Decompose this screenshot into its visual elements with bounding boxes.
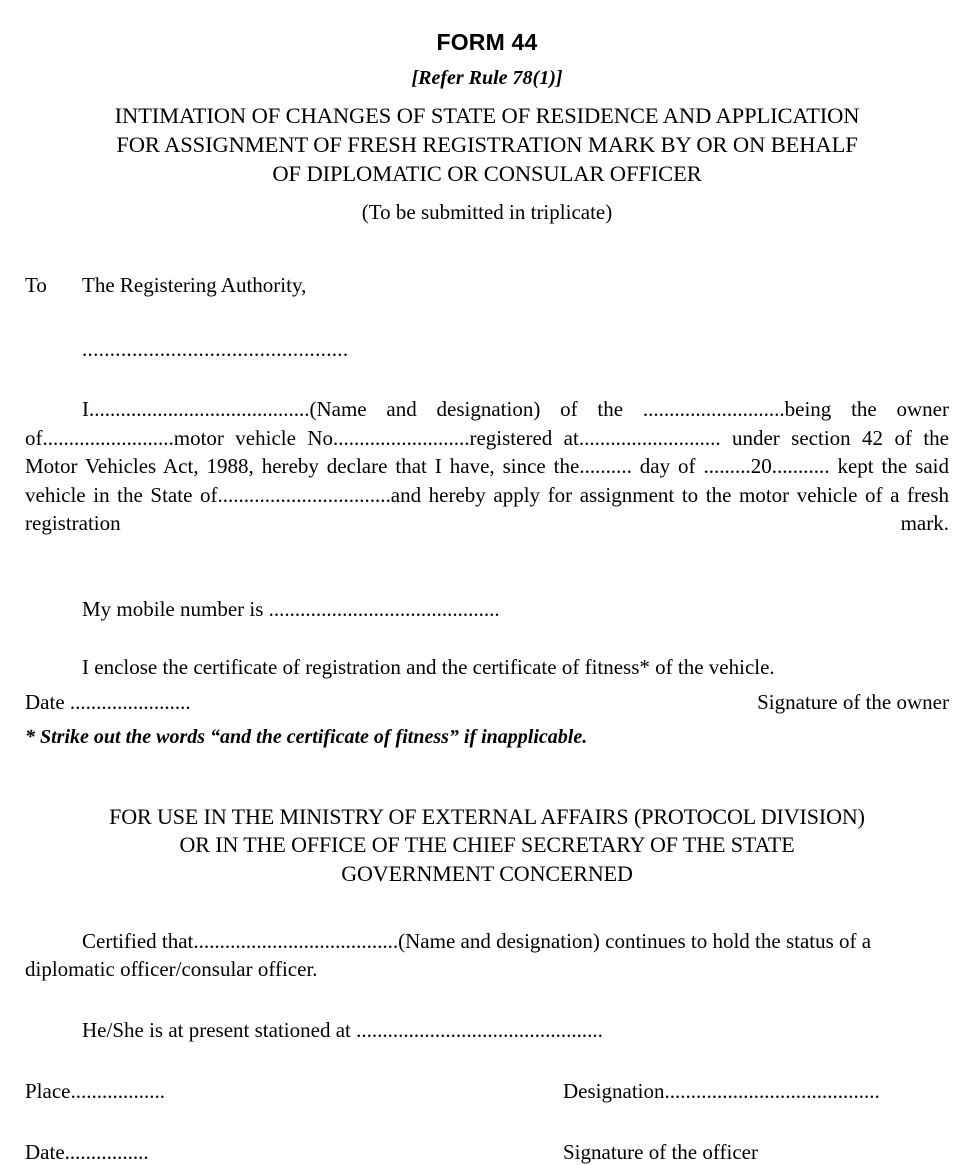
- main-heading-line-3: OF DIPLOMATIC OR CONSULAR OFFICER: [272, 160, 702, 186]
- main-heading-line-2: FOR ASSIGNMENT OF FRESH REGISTRATION MARK BY OR ON BEHALF: [116, 132, 858, 158]
- officer-date-field[interactable]: Date................: [25, 1140, 149, 1164]
- certification-paragraph[interactable]: Certified that.......................................(Name and designation) continues to hold the status of a diplomatic officer/consular officer.: [25, 928, 872, 981]
- owner-signature-row: [25, 681, 949, 715]
- enclosure-statement: I enclose the certificate of registration and the certificate of fitness* of the vehicle.: [82, 654, 775, 679]
- submission-note: (To be submitted in triplicate): [361, 199, 613, 224]
- registering-authority-label: The Registering Authority,: [82, 272, 307, 297]
- to-label: To: [25, 272, 47, 297]
- place-designation-row: [25, 1043, 949, 1104]
- ministry-heading-line-3: GOVERNMENT CONCERNED: [341, 860, 633, 886]
- ministry-heading-line-1: FOR USE IN THE MINISTRY OF EXTERNAL AFFAIRS (PROTOCOL DIVISION): [109, 804, 865, 830]
- date-signature-row: [25, 1104, 949, 1165]
- main-heading: [25, 89, 949, 188]
- owner-date-field[interactable]: Date .......................: [25, 689, 191, 714]
- main-heading-line-1: INTIMATION OF CHANGES OF STATE OF RESIDENCE AND APPLICATION: [114, 103, 860, 129]
- stationed-at-line[interactable]: He/She is at present stationed at ...............................................: [82, 1017, 603, 1042]
- page-title: FORM 44: [436, 29, 538, 55]
- declaration-paragraph[interactable]: I..........................................(Name and designation) of the ...........................being the owner of.........................motor vehicle No..........................registered at........................... under section 42 of the Motor Vehicles Act, 1988, hereby declare that I have, since the.......... day of .........20........... kept the said vehicle in the State of.................................and hereby apply for assignment to the motor vehicle of a fresh registration mark.: [25, 397, 949, 536]
- strike-out-footnote: * Strike out the words “and the certificate of fitness” if inapplicable.: [25, 726, 588, 749]
- refer-rule-reference: [Refer Rule 78(1)]: [411, 67, 563, 90]
- registering-authority-blank[interactable]: ................................................: [82, 337, 349, 362]
- mobile-number-line[interactable]: My mobile number is ............................................: [82, 597, 500, 622]
- designation-field[interactable]: Designation.........................................: [563, 1078, 880, 1103]
- addressee-block: [25, 225, 949, 298]
- ministry-heading-line-2: OR IN THE OFFICE OF THE CHIEF SECRETARY OF THE STATE: [179, 832, 795, 858]
- officer-signature-label: Signature of the officer: [563, 1140, 758, 1164]
- owner-signature-label: Signature of the owner: [757, 689, 949, 714]
- place-field[interactable]: Place..................: [25, 1078, 165, 1103]
- ministry-section-heading: [25, 749, 949, 887]
